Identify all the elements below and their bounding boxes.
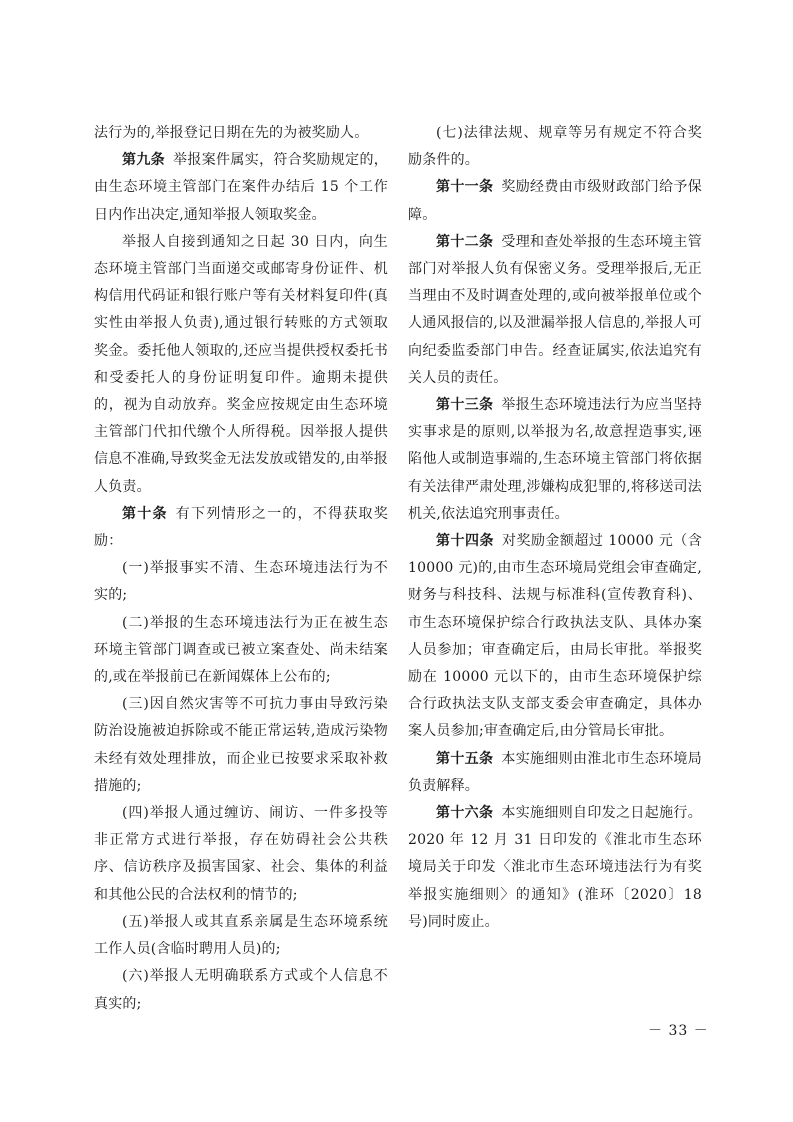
- paragraph: [94, 800, 388, 909]
- article-heading: 第九条: [122, 152, 166, 169]
- article-heading: 第十一条: [436, 179, 494, 196]
- paragraph-text: (四)举报人通过缠访、闹访、一件多投等非正常方式进行举报，存在妨碍社会公共秩序、信访秩序及损害国家、社会、集体的利益和其他公民的合法权利的情节的;: [94, 805, 388, 903]
- paragraph: [408, 174, 702, 228]
- paragraph-text: (二)举报的生态环境违法行为正在被生态环境主管部门调查或已被立案查处、尚未结案的,或在举报前已在新闻媒体上公布的;: [94, 614, 388, 686]
- paragraph-text: (五)举报人或其直系亲属是生态环境系统工作人员(含临时聘用人员)的;: [94, 913, 388, 958]
- paragraph: [408, 229, 702, 392]
- paragraph-text: 本实施细则自印发之日起施行。2020 年 12 月 31 日印发的《淮北市生态环境局关于印发〈淮北市生态环境违法行为有奖举报实施细则〉的通知》(淮环〔2020〕18 号)同时废止。: [408, 805, 702, 930]
- paragraph: [408, 746, 702, 800]
- paragraph: [408, 800, 702, 936]
- article-heading: 第十三条: [436, 397, 494, 414]
- paragraph-text: 法行为的,举报登记日期在先的为被奖励人。: [94, 125, 369, 141]
- paragraph-text: (一)举报事实不清、生态环境违法行为不实的;: [94, 560, 388, 604]
- article-heading: 第十五条: [436, 750, 494, 767]
- paragraph-text: 本实施细则由淮北市生态环境局负责解释。: [408, 750, 702, 794]
- paragraph-text: (六)举报人无明确联系方式或个人信息不真实的;: [94, 968, 388, 1012]
- article-heading: 第十条: [122, 505, 168, 522]
- article-heading: 第十二条: [436, 233, 494, 250]
- paragraph: [408, 120, 702, 174]
- paragraph-text: 受理和查处举报的生态环境主管部门对举报人负有保密义务。受理举报后,无正当理由不及时调查处理的,或向被举报单位或个人通风报信的,以及泄漏举报人信息的,举报人可向纪委监委部门申告。经查证属实,依法追究有关人员的责任。: [408, 233, 702, 386]
- paragraph-text: 奖励经费由市级财政部门给予保障。: [408, 179, 702, 223]
- article-heading: 第十六条: [436, 805, 494, 822]
- paragraph: [408, 528, 702, 746]
- paragraph-text: (三)因自然灾害等不可抗力事由导致污染防治设施被迫拆除或不能正常运转,造成污染物未经有效处理排放，而企业已按要求采取补救措施的;: [94, 696, 388, 794]
- paragraph: [94, 555, 388, 609]
- paragraph: [94, 229, 388, 501]
- paragraph: [94, 909, 388, 963]
- paragraph: [94, 610, 388, 692]
- paragraph-text: 有下列情形之一的，不得获取奖励：: [94, 505, 388, 550]
- paragraph: [94, 501, 388, 555]
- article-heading: 第十四条: [436, 533, 494, 550]
- paragraph-text: 举报生态环境违法行为应当坚持实事求是的原则,以举报为名,故意捏造事实,诬陷他人或制造事端的,生态环境主管部门将依据有关法律严肃处理,涉嫌构成犯罪的,将移送司法机关,依法追究刑事责任。: [408, 397, 702, 522]
- left-column: [94, 120, 388, 1018]
- paragraph: [94, 963, 388, 1017]
- paragraph: [94, 120, 388, 147]
- paragraph: [408, 392, 702, 528]
- paragraph-text: 对奖励金额超过 10000 元（含 10000 元)的,由市生态环境局党组会审查确定,财务与科技科、法规与标准科(宣传教育科)、市生态环境保护综合行政执法支队、具体办案人员参加；审查确定后，由局长审批。举报奖励在 10000 元以下的，由市生态环境保护综合行政执法支队支部支委会审查确定，具体办案人员参加;审查确定后,由分管局长审批。: [408, 533, 702, 740]
- paragraph-text: 举报人自接到通知之日起 30 日内，向生态环境主管部门当面递交或邮寄身份证件、机构信用代码证和银行账户等有关材料复印件(真实性由举报人负责),通过银行转账的方式领取奖金。委托他人领取的,还应当提供授权委托书和受委托人的身份证明复印件。逾期未提供的，视为自动放弃。奖金应按规定由生态环境主管部门代扣代缴个人所得税。因举报人提供信息不准确,导致奖金无法发放或错发的,由举报人负责。: [94, 233, 388, 495]
- paragraph-text: (七)法律法规、规章等另有规定不符合奖励条件的。: [408, 125, 702, 169]
- paragraph: [94, 147, 388, 229]
- page-number: － 33 －: [648, 1023, 709, 1039]
- right-column: [408, 120, 702, 936]
- paragraph-text: 举报案件属实，符合奖励规定的，由生态环境主管部门在案件办结后 15 个工作日内作出决定,通知举报人领取奖金。: [94, 152, 388, 223]
- paragraph: [94, 691, 388, 800]
